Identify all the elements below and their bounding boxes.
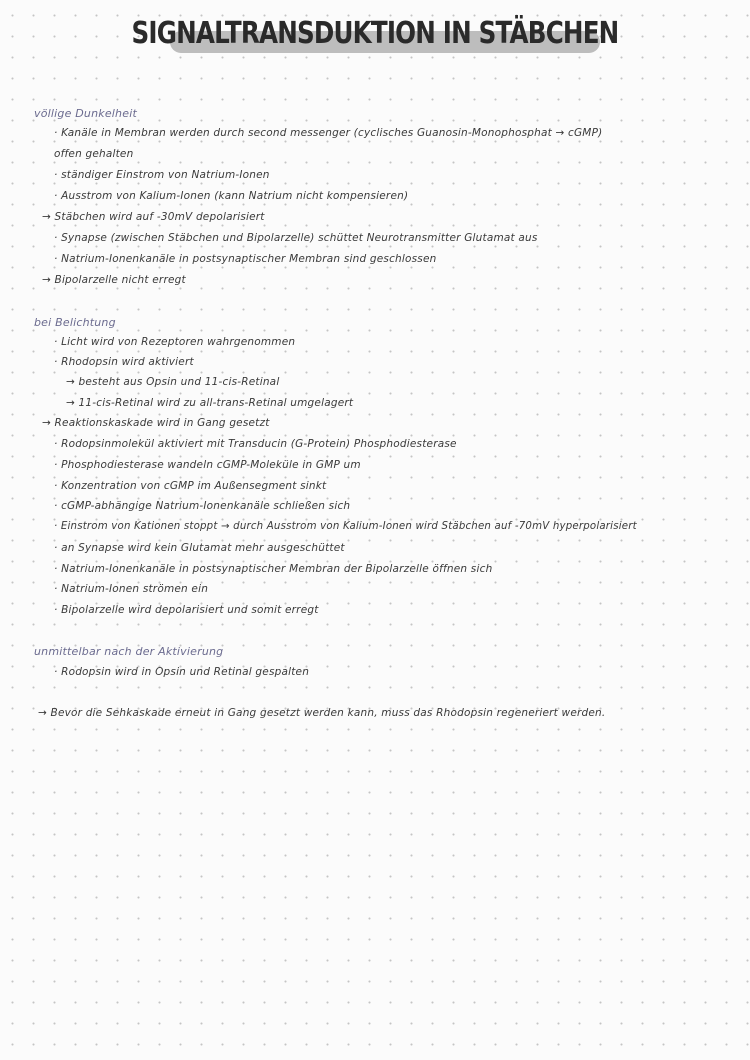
- heading-light: bei Belichtung: [34, 316, 116, 329]
- note-line: · ständiger Einstrom von Natrium-Ionen: [54, 169, 270, 181]
- note-line: · Licht wird von Rezeptoren wahrgenommen: [54, 336, 296, 348]
- note-line: · Bipolarzelle wird depolarisiert und somit erregt: [54, 604, 319, 616]
- note-line: → 11-cis-Retinal wird zu all-trans-Retinal umgelagert: [66, 397, 354, 409]
- note-line: · Konzentration von cGMP im Außensegment sinkt: [54, 480, 327, 492]
- note-line: · Natrium-Ionenkanäle in postsynaptischer Membran sind geschlossen: [54, 253, 437, 265]
- note-line: · Kanäle in Membran werden durch second messenger (cyclisches Guanosin-Monophosphat → cGMP): [54, 127, 603, 139]
- note-line: · Rhodopsin wird aktiviert: [54, 356, 194, 368]
- note-line: · Natrium-Ionen strömen ein: [54, 583, 209, 595]
- note-line: → besteht aus Opsin und 11-cis-Retinal: [66, 376, 280, 388]
- note-line: · cGMP-abhängige Natrium-Ionenkanäle schließen sich: [54, 500, 351, 512]
- title-block: [0, 14, 750, 68]
- heading-darkness: völlige Dunkelheit: [34, 107, 137, 120]
- note-line: → Stäbchen wird auf -30mV depolarisiert: [42, 211, 265, 223]
- note-line: · Rodopsin wird in Opsin und Retinal gespalten: [54, 666, 310, 678]
- note-line: · Rodopsinmolekül aktiviert mit Transducin (G-Protein) Phosphodiesterase: [54, 438, 457, 450]
- note-line: · Ausstrom von Kalium-Ionen (kann Natrium nicht kompensieren): [54, 190, 409, 202]
- note-line: offen gehalten: [54, 148, 134, 160]
- note-line: · Natrium-Ionenkanäle in postsynaptischer Membran der Bipolarzelle öffnen sich: [54, 563, 493, 575]
- note-line: → Bipolarzelle nicht erregt: [42, 274, 186, 286]
- note-line: · Einstrom von Kationen stoppt → durch Ausstrom von Kalium-Ionen wird Stäbchen auf -70mV hyperpolarisiert: [54, 521, 637, 532]
- heading-after-activation: unmittelbar nach der Aktivierung: [34, 645, 224, 658]
- note-line: · Phosphodiesterase wandeln cGMP-Moleküle in GMP um: [54, 459, 361, 471]
- note-line: · an Synapse wird kein Glutamat mehr ausgeschüttet: [54, 542, 345, 554]
- page-title: SIGNALTRANSDUKTION IN STÄBCHEN: [131, 16, 619, 51]
- conclusion-line: → Bevor die Sehkaskade erneut in Gang gesetzt werden kann, muss das Rhodopsin regeneriert werden.: [38, 707, 606, 719]
- note-line: → Reaktionskaskade wird in Gang gesetzt: [42, 417, 270, 429]
- note-line: · Synapse (zwischen Stäbchen und Bipolarzelle) schüttet Neurotransmitter Glutamat aus: [54, 232, 538, 244]
